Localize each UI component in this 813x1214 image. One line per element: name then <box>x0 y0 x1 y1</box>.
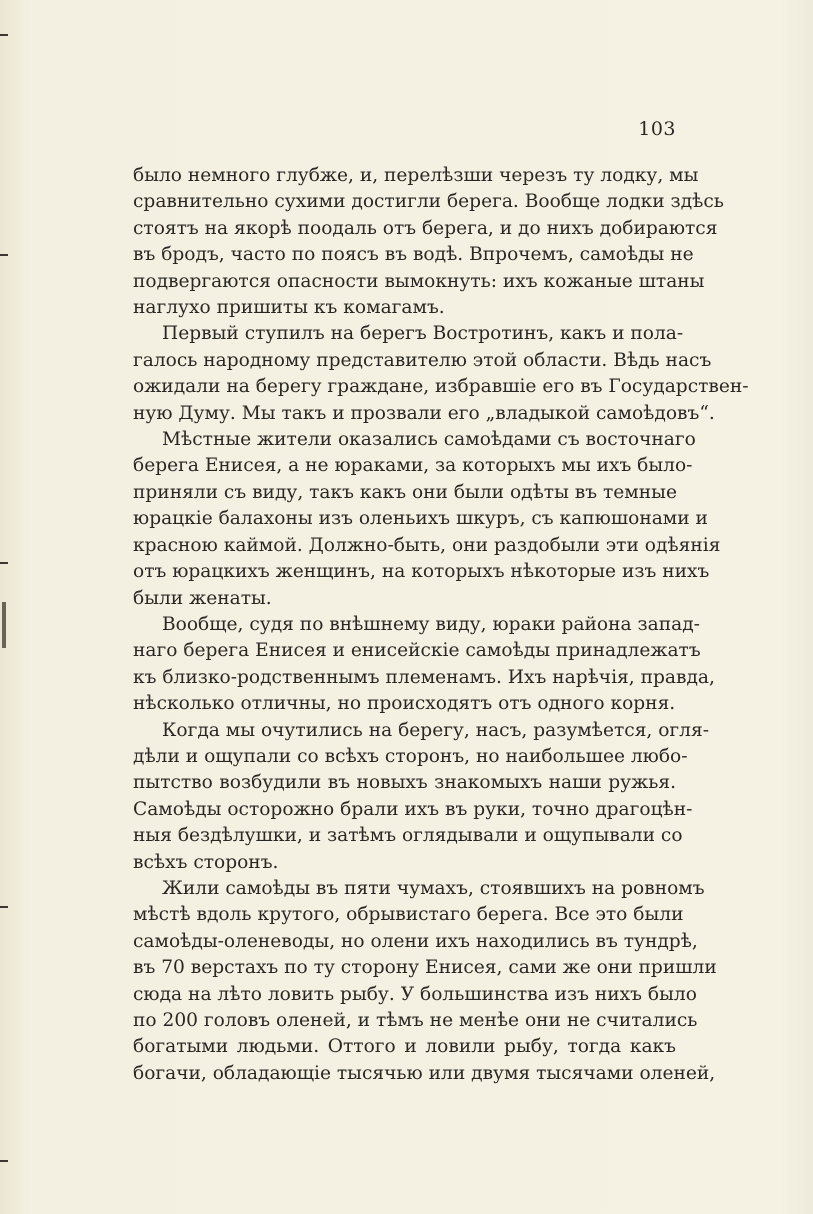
text-line: красною каймой. Должно-быть, они раздобыли эти одѣянія <box>133 534 721 556</box>
paragraph <box>133 876 717 1087</box>
paragraph <box>133 718 709 876</box>
text-line: богачи, обладающіе тысячью или двумя тысячами оленей, <box>133 1062 716 1084</box>
text-line: Самоѣды осторожно брали ихъ въ руки, точно драгоцѣн- <box>133 798 693 820</box>
text-line: наго берега Енисея и енисейскіе самоѣды принадлежатъ <box>133 640 701 662</box>
text-line: стоятъ на якорѣ поодаль отъ берега, и до нихъ добираются <box>133 217 718 239</box>
text-line: ную Думу. Мы такъ и прозвали его „владыкой самоѣдовъ“. <box>133 402 715 424</box>
text-line: нѣсколько отличны, но происходятъ отъ одного корня. <box>133 693 676 715</box>
text-line: отъ юрацкихъ женщинъ, на которыхъ нѣкоторые изъ нихъ <box>133 561 710 583</box>
text-line: въ 70 верстахъ по ту сторону Енисея, сами же они пришли <box>133 957 717 979</box>
binding-edge-mark <box>2 602 6 648</box>
paragraph <box>133 321 749 427</box>
text-line: Вообще, судя по внѣшнему виду, юраки района запад- <box>162 613 700 635</box>
text-line: всѣхъ сторонъ. <box>133 851 279 873</box>
text-line: Жили самоѣды въ пяти чумахъ, стоявшихъ на ровномъ <box>162 877 705 899</box>
text-line: богатыми людьми. Оттого и ловили рыбу, тогда какъ <box>133 1036 676 1058</box>
text-line: было немного глубже, и, перелѣзши черезъ ту лодку, мы <box>133 165 699 186</box>
text-line: къ близко-родственнымъ племенамъ. Ихъ нарѣчія, правда, <box>133 666 715 688</box>
text-line: приняли съ виду, такъ какъ они были одѣты въ темные <box>133 481 677 503</box>
text-line: Первый ступилъ на берегъ Востротинъ, какъ и пола- <box>162 323 684 345</box>
text-line: галось народному представителю этой области. Вѣдь насъ <box>133 349 712 371</box>
text-line: были женаты. <box>133 587 272 609</box>
page-number: 103 <box>638 118 676 140</box>
paragraph <box>133 612 715 718</box>
text-line: Мѣстные жители оказались самоѣдами съ восточнаго <box>162 429 696 451</box>
paragraph <box>133 163 724 321</box>
text-line: подвергаются опасности вымокнуть: ихъ кожаные штаны <box>133 270 705 292</box>
margin-mark <box>0 906 8 908</box>
text-line: берега Енисея, а не юраками, за которыхъ мы ихъ было- <box>133 455 693 477</box>
margin-mark <box>0 254 8 256</box>
text-line: ныя бездѣлушки, и затѣмъ оглядывали и ощупывали со <box>133 825 683 847</box>
text-line: сюда на лѣто ловить рыбу. У большинства изъ нихъ было <box>133 983 697 1005</box>
paragraph <box>133 427 721 612</box>
text-line: по 200 головъ оленей, и тѣмъ не менѣе они не считались <box>133 1010 698 1031</box>
text-line: ожидали на берегу граждане, избравшіе его въ Государствен- <box>133 376 749 398</box>
body-text <box>133 163 749 1087</box>
text-line: самоѣды-оленеводы, но олени ихъ находились въ тундрѣ, <box>133 930 698 952</box>
text-line: мѣстѣ вдоль крутого, обрывистаго берега. Все это были <box>133 904 684 926</box>
text-line: юрацкіе балахоны изъ оленьихъ шкуръ, съ капюшонами и <box>133 508 708 530</box>
text-line: въ бродъ, часто по поясъ въ водѣ. Впрочемъ, самоѣды не <box>133 244 694 266</box>
margin-mark <box>0 1160 8 1162</box>
margin-mark <box>0 34 8 36</box>
text-line: Когда мы очутились на берегу, насъ, разумѣется, огля- <box>162 719 709 741</box>
text-line: наглухо пришиты къ комагамъ. <box>133 297 445 319</box>
text-line: пытство возбудили въ новыхъ знакомыхъ наши ружья. <box>133 772 676 794</box>
text-line: дѣли и ощупали со всѣхъ сторонъ, но наибольшее любо- <box>133 745 688 767</box>
text-line: сравнительно сухими достигли берега. Вообще лодки здѣсь <box>133 191 724 213</box>
margin-mark <box>0 562 8 564</box>
